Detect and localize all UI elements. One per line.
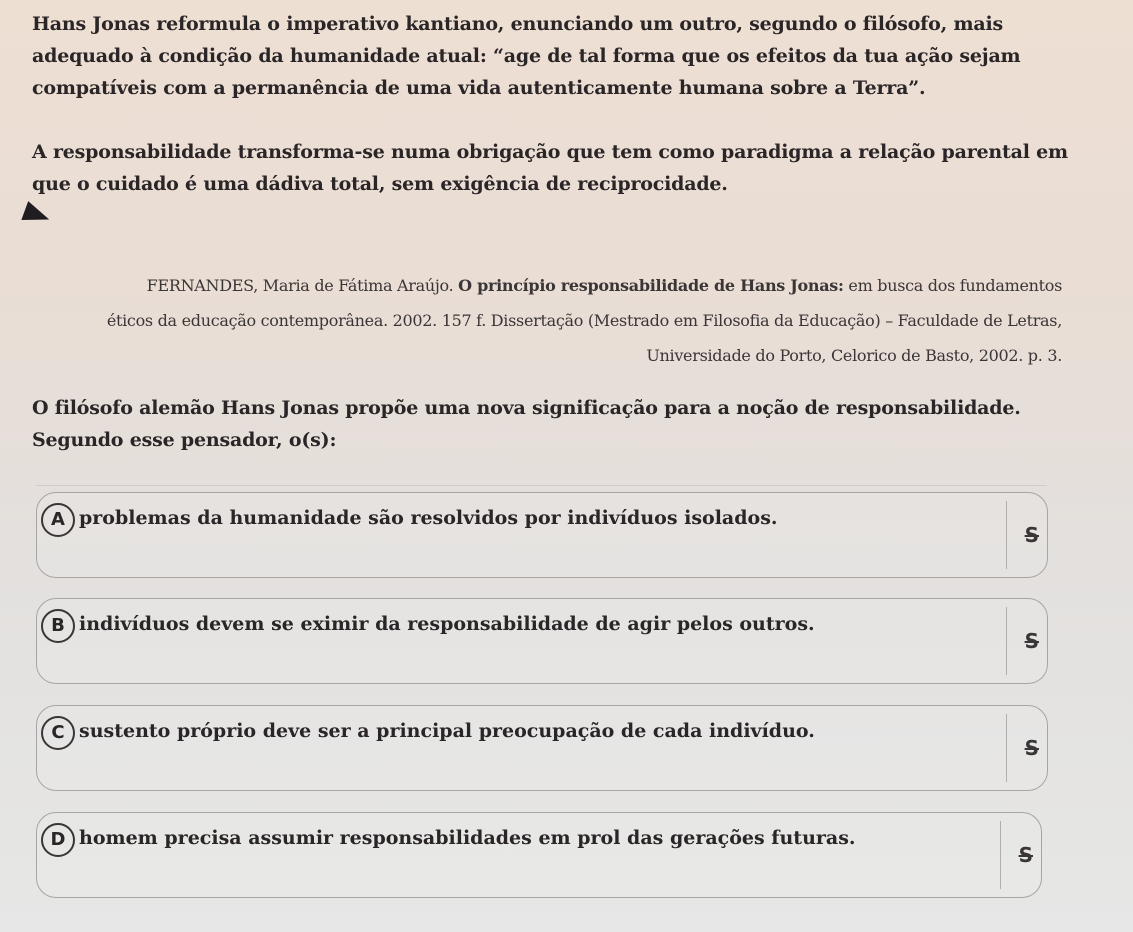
option-divider bbox=[1006, 607, 1008, 675]
divider bbox=[36, 485, 1047, 486]
answer-option-c[interactable] bbox=[36, 705, 1048, 791]
option-letter: C bbox=[41, 716, 75, 750]
answer-option-d[interactable] bbox=[36, 812, 1042, 898]
option-letter: B bbox=[41, 609, 75, 643]
option-text: sustento próprio deve ser a principal preocupação de cada indivíduo. bbox=[79, 720, 815, 742]
strikethrough-icon[interactable]: S bbox=[1024, 523, 1039, 547]
question-text: O filósofo alemão Hans Jonas propõe uma nova significação para a noção de responsabilidade. Segundo esse pensador, o(s): bbox=[32, 397, 1021, 451]
option-text: problemas da humanidade são resolvidos por indivíduos isolados. bbox=[79, 507, 778, 529]
option-text: homem precisa assumir responsabilidades em prol das gerações futuras. bbox=[79, 827, 856, 849]
reference-rest: em busca dos fundamentos éticos da educação contemporânea. 2002. 157 f. Dissertação (Mestrado em Filosofia da Educação) – Faculdade de Letras, Universidade do Porto, Celorico de Basto, 2002. p. 3. bbox=[106, 276, 1062, 365]
option-divider bbox=[1000, 821, 1002, 889]
strikethrough-icon[interactable]: S bbox=[1024, 736, 1039, 760]
option-letter: A bbox=[41, 503, 75, 537]
context-paragraph-1: Hans Jonas reformula o imperativo kantiano, enunciando um outro, segundo o filósofo, mais adequado à condição da humanidade atual: “age de tal forma que os efeitos da tua ação sejam compatíveis com a permanência de uma vida autenticamente humana sobre a Terra”. bbox=[32, 13, 1021, 99]
option-letter: D bbox=[41, 823, 75, 857]
strikethrough-icon[interactable]: S bbox=[1024, 629, 1039, 653]
mouse-cursor-icon bbox=[21, 201, 52, 229]
reference-author: FERNANDES, Maria de Fátima Araújo. bbox=[146, 276, 454, 295]
context-paragraph-2: A responsabilidade transforma-se numa obrigação que tem como paradigma a relação parental em que o cuidado é uma dádiva total, sem exigência de reciprocidade. bbox=[32, 141, 1068, 195]
option-divider bbox=[1006, 501, 1008, 569]
bibliographic-reference bbox=[100, 268, 1062, 373]
answer-option-a[interactable] bbox=[36, 492, 1048, 578]
reference-title: O princípio responsabilidade de Hans Jonas: bbox=[458, 276, 844, 295]
option-text: indivíduos devem se eximir da responsabilidade de agir pelos outros. bbox=[79, 613, 815, 635]
option-divider bbox=[1006, 714, 1008, 782]
answer-option-b[interactable] bbox=[36, 598, 1048, 684]
strikethrough-icon[interactable]: S bbox=[1018, 843, 1033, 867]
